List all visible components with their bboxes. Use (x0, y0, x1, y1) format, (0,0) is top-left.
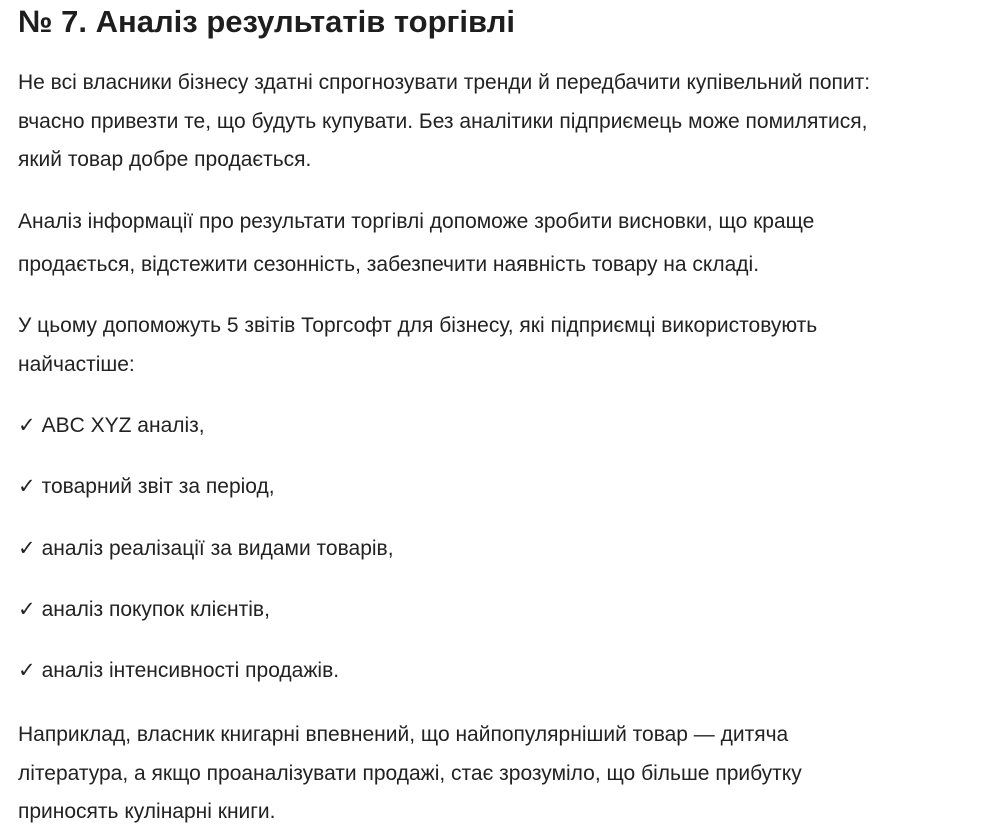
list-item-label: аналіз реалізації за видами товарів, (41, 537, 394, 560)
paragraph-line: який товар добре продається. (18, 148, 312, 171)
list-item-label: аналіз інтенсивності продажів. (41, 659, 340, 682)
list-item-label: товарний звіт за період, (41, 475, 275, 498)
paragraph-line: продається, відстежити сезонність, забезпечити наявність товару на складі. (18, 253, 760, 276)
checkmark-icon: ✓ (18, 414, 36, 437)
list-item (18, 595, 270, 625)
paragraph-line: приносять кулінарні книги. (18, 800, 276, 823)
paragraph-line: Аналіз інформації про результати торгівлі допоможе зробити висновки, що краще (18, 210, 815, 233)
paragraph-line: найчастіше: (18, 353, 135, 376)
list-item (18, 411, 205, 441)
checkmark-icon: ✓ (18, 537, 36, 560)
paragraph-line: Не всі власники бізнесу здатні спрогнозувати тренди й передбачити купівельний попит: (18, 71, 871, 94)
checkmark-icon: ✓ (18, 659, 36, 682)
paragraph-line: література, а якщо проаналізувати продажі, стає зрозуміло, що більше прибутку (18, 762, 802, 785)
checkmark-icon: ✓ (18, 598, 36, 621)
checkmark-icon: ✓ (18, 475, 36, 498)
list-item-label: аналіз покупок клієнтів, (41, 598, 270, 621)
paragraph-line: Наприклад, власник книгарні впевнений, що найпопулярніший товар — дитяча (18, 723, 789, 746)
section-heading: № 7. Аналіз результатів торгівлі (18, 4, 515, 39)
paragraph-line: вчасно привезти те, що будуть купувати. Без аналітики підприємець може помилятися, (18, 110, 868, 133)
paragraph-line: У цьому допоможуть 5 звітів Торгсофт для бізнесу, які підприємці використовують (18, 314, 818, 337)
list-item (18, 534, 394, 564)
list-item (18, 656, 339, 686)
list-item (18, 472, 275, 502)
list-item-label: ABC XYZ аналіз, (41, 414, 205, 437)
